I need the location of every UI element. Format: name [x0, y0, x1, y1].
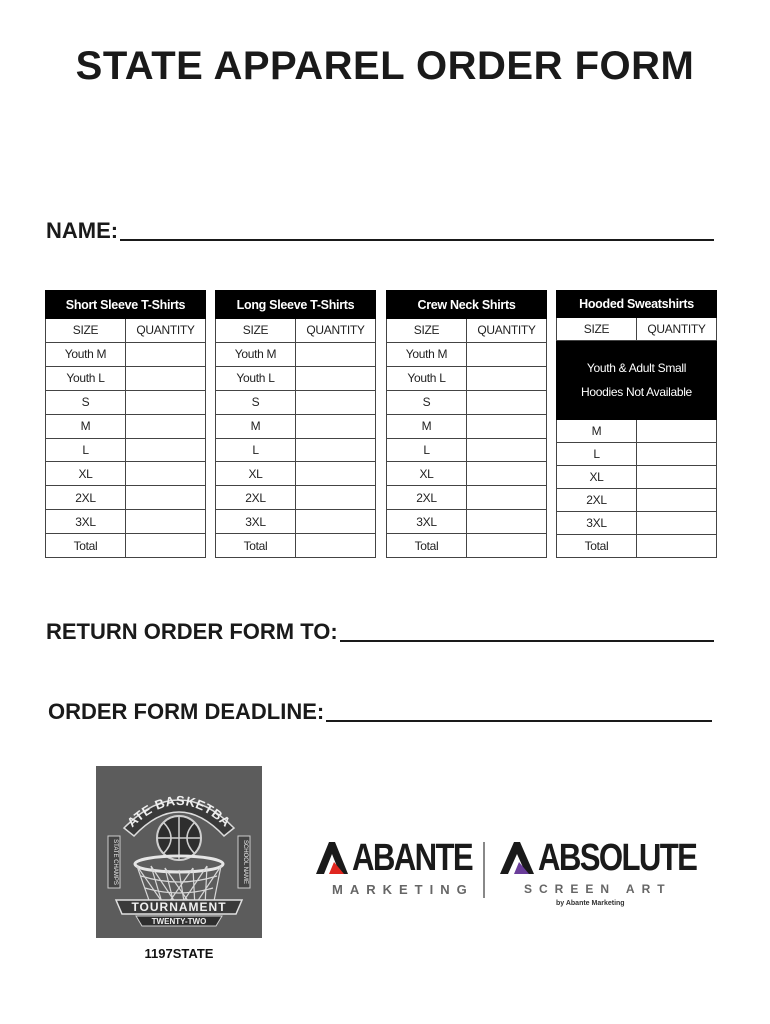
svg-text:TWENTY-TWO: TWENTY-TWO — [151, 917, 207, 926]
name-blank-line[interactable] — [120, 239, 714, 241]
quantity-cell[interactable] — [467, 366, 547, 390]
quantity-cell[interactable] — [126, 534, 206, 558]
size-cell: M — [46, 414, 126, 438]
svg-text:SCHOOL NAME: SCHOOL NAME — [242, 839, 248, 885]
abante-wordmark: ABANTE — [352, 837, 472, 879]
quantity-cell[interactable] — [637, 489, 717, 512]
hoodie-availability-note — [557, 341, 717, 420]
quantity-header: QUANTITY — [296, 319, 376, 343]
return-label: RETURN ORDER FORM TO: — [46, 619, 338, 644]
quantity-cell[interactable] — [467, 414, 547, 438]
size-cell: XL — [387, 462, 467, 486]
svg-text:STATE CHAMPS: STATE CHAMPS — [112, 839, 118, 885]
absolute-byline: by Abante Marketing — [556, 900, 625, 907]
quantity-cell[interactable] — [637, 535, 717, 558]
quantity-cell[interactable] — [126, 486, 206, 510]
size-cell: Youth M — [387, 342, 467, 366]
quantity-cell[interactable] — [637, 466, 717, 489]
quantity-cell[interactable] — [467, 486, 547, 510]
brand-divider — [483, 842, 485, 898]
tournament-logo — [96, 766, 262, 938]
abante-a-icon — [316, 842, 348, 874]
quantity-cell[interactable] — [296, 486, 376, 510]
quantity-cell[interactable] — [296, 462, 376, 486]
size-cell: L — [46, 438, 126, 462]
size-cell: Total — [216, 534, 296, 558]
return-field[interactable] — [46, 619, 714, 645]
table-title: Short Sleeve T-Shirts — [46, 291, 206, 319]
size-cell: Youth M — [216, 342, 296, 366]
quantity-cell[interactable] — [296, 390, 376, 414]
quantity-cell[interactable] — [637, 420, 717, 443]
size-header: SIZE — [216, 319, 296, 343]
quantity-cell[interactable] — [126, 366, 206, 390]
quantity-header: QUANTITY — [637, 318, 717, 341]
quantity-cell[interactable] — [296, 534, 376, 558]
basketball-net-graphic — [96, 766, 262, 938]
order-table-crew-neck — [386, 290, 547, 558]
quantity-cell[interactable] — [467, 438, 547, 462]
quantity-cell[interactable] — [467, 342, 547, 366]
size-cell: M — [387, 414, 467, 438]
quantity-cell[interactable] — [296, 510, 376, 534]
size-cell: Youth L — [216, 366, 296, 390]
note-line: Youth & Adult Small — [586, 361, 687, 375]
quantity-cell[interactable] — [637, 443, 717, 466]
absolute-tagline: SCREEN ART — [524, 882, 672, 896]
abante-tagline: MARKETING — [332, 882, 474, 897]
quantity-header: QUANTITY — [467, 319, 547, 343]
quantity-cell[interactable] — [126, 390, 206, 414]
size-cell: M — [216, 414, 296, 438]
quantity-cell[interactable] — [467, 462, 547, 486]
size-cell: S — [216, 390, 296, 414]
size-cell: Total — [46, 534, 126, 558]
size-cell: XL — [557, 466, 637, 489]
size-header: SIZE — [557, 318, 637, 341]
table-title: Crew Neck Shirts — [387, 291, 547, 319]
quantity-cell[interactable] — [467, 390, 547, 414]
size-cell: Total — [557, 535, 637, 558]
size-cell: 2XL — [46, 486, 126, 510]
size-cell: XL — [46, 462, 126, 486]
product-code: 1197STATE — [144, 946, 214, 961]
svg-text:TOURNAMENT: TOURNAMENT — [131, 900, 227, 914]
table-title: Hooded Sweatshirts — [557, 291, 717, 318]
size-header: SIZE — [387, 319, 467, 343]
size-cell: Youth L — [46, 366, 126, 390]
deadline-blank-line[interactable] — [326, 720, 712, 722]
size-cell: 3XL — [557, 512, 637, 535]
size-cell: L — [216, 438, 296, 462]
size-cell: 3XL — [46, 510, 126, 534]
size-cell: 2XL — [216, 486, 296, 510]
note-line: Hoodies Not Available — [581, 385, 692, 399]
svg-text:STATE BASKETBALL: ATE BASKETBA — [124, 792, 234, 831]
deadline-label: ORDER FORM DEADLINE: — [48, 699, 325, 724]
size-cell: 3XL — [387, 510, 467, 534]
quantity-cell[interactable] — [637, 512, 717, 535]
table-title: Long Sleeve T-Shirts — [216, 291, 376, 319]
size-cell: S — [46, 390, 126, 414]
deadline-field[interactable] — [48, 699, 712, 725]
size-cell: XL — [216, 462, 296, 486]
quantity-cell[interactable] — [296, 342, 376, 366]
absolute-wordmark: ABSOLUTE — [538, 837, 697, 879]
size-cell: L — [557, 443, 637, 466]
size-cell: 3XL — [216, 510, 296, 534]
quantity-cell[interactable] — [126, 414, 206, 438]
quantity-cell[interactable] — [296, 414, 376, 438]
form-title: STATE APPAREL ORDER FORM — [75, 44, 695, 88]
size-header: SIZE — [46, 319, 126, 343]
quantity-cell[interactable] — [126, 510, 206, 534]
quantity-cell[interactable] — [126, 438, 206, 462]
quantity-cell[interactable] — [467, 534, 547, 558]
order-table-short-sleeve — [45, 290, 206, 558]
name-label: NAME: — [46, 218, 119, 243]
return-blank-line[interactable] — [340, 640, 714, 642]
quantity-cell[interactable] — [467, 510, 547, 534]
size-cell: S — [387, 390, 467, 414]
quantity-cell[interactable] — [126, 462, 206, 486]
size-cell: Youth M — [46, 342, 126, 366]
size-cell: Total — [387, 534, 467, 558]
size-cell: Youth L — [387, 366, 467, 390]
size-cell: 2XL — [387, 486, 467, 510]
name-field[interactable] — [46, 218, 714, 244]
quantity-cell[interactable] — [126, 342, 206, 366]
order-table-long-sleeve — [215, 290, 376, 558]
order-table-hooded — [556, 290, 717, 558]
quantity-cell[interactable] — [296, 366, 376, 390]
quantity-cell[interactable] — [296, 438, 376, 462]
quantity-header: QUANTITY — [126, 319, 206, 343]
size-cell: 2XL — [557, 489, 637, 512]
size-cell: M — [557, 420, 637, 443]
order-tables — [45, 290, 718, 558]
absolute-a-icon — [500, 842, 534, 874]
size-cell: L — [387, 438, 467, 462]
